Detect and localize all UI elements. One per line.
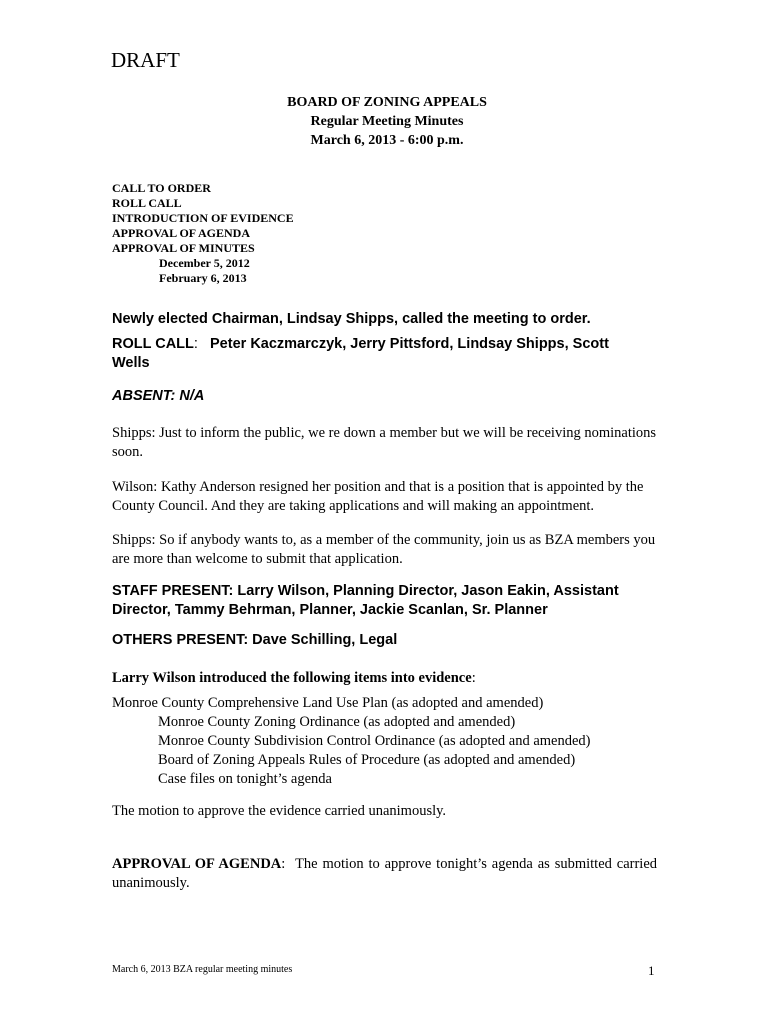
draft-watermark: DRAFT bbox=[111, 48, 180, 72]
evidence-item: Board of Zoning Appeals Rules of Procedure (as adopted and amended) bbox=[158, 752, 576, 768]
evidence-motion: The motion to approve the evidence carried unanimously. bbox=[112, 803, 447, 819]
agenda-item: ROLL CALL bbox=[112, 196, 182, 210]
roll-call: ROLL CALL: Peter Kaczmarczyk, Jerry Pittsford, Lindsay Shipps, Scott Wells bbox=[112, 336, 609, 371]
agenda-item: APPROVAL OF MINUTES bbox=[112, 241, 255, 255]
absent-line: ABSENT: N/A bbox=[112, 388, 205, 404]
others-present: OTHERS PRESENT: Dave Schilling, Legal bbox=[112, 632, 398, 648]
approval-of-agenda-label: APPROVAL OF AGENDA bbox=[112, 856, 282, 872]
agenda-item: CALL TO ORDER bbox=[112, 181, 211, 195]
evidence-item: Monroe County Comprehensive Land Use Plan (as adopted and amended) bbox=[112, 695, 544, 711]
paragraph: Wilson: Kathy Anderson resigned her position and that is a position that is appointed by the County Council. And they are taking applications and will making an appointment. bbox=[112, 479, 644, 514]
footer-title: March 6, 2013 BZA regular meeting minutes bbox=[112, 964, 293, 975]
agenda-item: INTRODUCTION OF EVIDENCE bbox=[112, 211, 294, 225]
call-to-order-text: Newly elected Chairman, Lindsay Shipps, called the meeting to order. bbox=[112, 311, 591, 327]
evidence-heading-text: Larry Wilson introduced the following items into evidence bbox=[112, 670, 472, 686]
header-date: March 6, 2013 - 6:00 p.m. bbox=[310, 133, 464, 148]
evidence-list bbox=[112, 694, 657, 789]
paragraph: Shipps: So if anybody wants to, as a member of the community, join us as BZA members you are more than welcome to submit that application. bbox=[112, 532, 656, 567]
agenda-minutes-date: February 6, 2013 bbox=[159, 271, 247, 285]
roll-call-members: Peter Kaczmarczyk, Jerry Pittsford, Lindsay Shipps, Scott Wells bbox=[112, 336, 609, 371]
approval-of-agenda-text: The motion to approve tonight’s agenda as submitted carried unanimously. bbox=[112, 856, 658, 891]
paragraph: Shipps: Just to inform the public, we re down a member but we will be receiving nominations soon. bbox=[112, 425, 657, 460]
evidence-heading-colon: : bbox=[471, 670, 476, 686]
header-subtitle: Regular Meeting Minutes bbox=[310, 114, 464, 129]
approval-of-agenda: APPROVAL OF AGENDA: The motion to approve tonight’s agenda as submitted carried unanimously. bbox=[112, 856, 658, 891]
evidence-item: Monroe County Zoning Ordinance (as adopted and amended) bbox=[158, 714, 516, 730]
agenda-minutes-date: December 5, 2012 bbox=[159, 256, 250, 270]
document-header bbox=[0, 93, 770, 150]
staff-present: STAFF PRESENT: Larry Wilson, Planning Director, Jason Eakin, Assistant Director, Tammy Behrman, Planner, Jackie Scanlan, Sr. Planner bbox=[112, 583, 619, 618]
agenda-list bbox=[112, 181, 294, 286]
page-number: 1 bbox=[648, 963, 655, 978]
agenda-item: APPROVAL OF AGENDA bbox=[112, 226, 251, 240]
evidence-heading bbox=[112, 669, 657, 688]
evidence-item: Case files on tonight’s agenda bbox=[158, 771, 332, 787]
roll-call-label: ROLL CALL bbox=[112, 336, 194, 352]
header-title: BOARD OF ZONING APPEALS bbox=[287, 95, 487, 110]
evidence-item: Monroe County Subdivision Control Ordinance (as adopted and amended) bbox=[158, 733, 591, 749]
